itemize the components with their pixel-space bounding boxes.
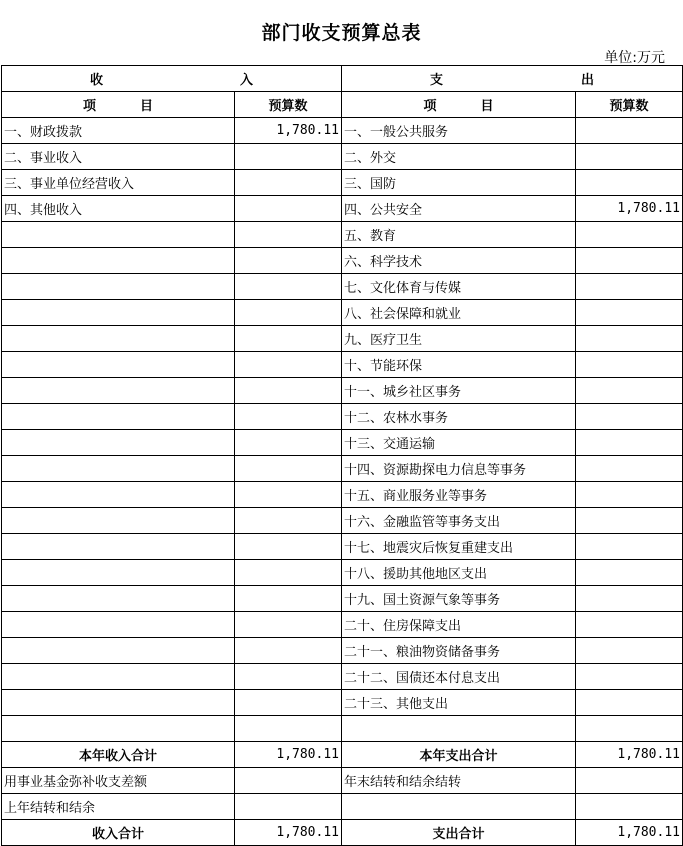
- expense-item-cell: 二十三、其他支出: [342, 690, 576, 716]
- expense-item-header: [342, 92, 576, 118]
- expense-amount-cell: [576, 612, 683, 638]
- income-budget-header: 预算数: [235, 92, 342, 118]
- table-row: [2, 274, 683, 300]
- expense-item-header-char-2: 目: [480, 99, 494, 114]
- table-row: [2, 300, 683, 326]
- table-row: [2, 768, 683, 794]
- expense-item-cell: 十、节能环保: [342, 352, 576, 378]
- expense-amount-cell: [576, 508, 683, 534]
- expense-amount-cell: [576, 248, 683, 274]
- expense-amount-cell: [576, 482, 683, 508]
- table-row: [2, 430, 683, 456]
- income-amount-cell: [235, 170, 342, 196]
- income-item-cell: [2, 352, 235, 378]
- expense-header-char-1: 支: [430, 73, 444, 88]
- income-amount-cell: [235, 508, 342, 534]
- page-title: 部门收支预算总表: [261, 22, 422, 44]
- table-row: [2, 248, 683, 274]
- expense-amount-cell: [576, 352, 683, 378]
- income-amount-cell: [235, 248, 342, 274]
- unit-label: 单位:万元: [604, 50, 665, 66]
- expense-amount-cell: [576, 430, 683, 456]
- income-amount-cell: [235, 690, 342, 716]
- income-item-cell: [2, 248, 235, 274]
- income-item-cell: [2, 222, 235, 248]
- income-amount-cell: [235, 768, 342, 794]
- income-amount-cell: [235, 638, 342, 664]
- income-section-header: [2, 66, 342, 92]
- expense-item-cell: 三、国防: [342, 170, 576, 196]
- expense-item-cell: 九、医疗卫生: [342, 326, 576, 352]
- table-row: [2, 560, 683, 586]
- income-amount-cell: [235, 352, 342, 378]
- expense-item-cell: 七、文化体育与传媒: [342, 274, 576, 300]
- income-item-cell: [2, 404, 235, 430]
- expense-amount-cell: [576, 326, 683, 352]
- table-row: [2, 144, 683, 170]
- income-amount-cell: [235, 378, 342, 404]
- expense-item-cell: 十三、交通运输: [342, 430, 576, 456]
- income-item-cell: [2, 716, 235, 742]
- income-item-cell: 用事业基金弥补收支差额: [2, 768, 235, 794]
- expense-amount-cell: [576, 222, 683, 248]
- expense-item-cell: 十二、农林水事务: [342, 404, 576, 430]
- expense-item-cell: 二、外交: [342, 144, 576, 170]
- table-row: [2, 534, 683, 560]
- income-item-cell: [2, 638, 235, 664]
- expense-header-char-2: 出: [580, 73, 594, 88]
- expense-grand-total-label: 支出合计: [342, 820, 576, 846]
- income-amount-cell: [235, 716, 342, 742]
- expense-budget-header: 预算数: [576, 92, 683, 118]
- income-amount-cell: [235, 664, 342, 690]
- grand-total-row: [2, 820, 683, 846]
- expense-amount-cell: [576, 378, 683, 404]
- income-item-cell: [2, 456, 235, 482]
- expense-item-cell: 八、社会保障和就业: [342, 300, 576, 326]
- expense-section-header: [342, 66, 683, 92]
- expense-year-total-label: 本年支出合计: [342, 742, 576, 768]
- income-amount-cell: [235, 456, 342, 482]
- table-row: [2, 690, 683, 716]
- expense-amount-cell: [576, 716, 683, 742]
- expense-item-cell: 十八、援助其他地区支出: [342, 560, 576, 586]
- income-amount-cell: [235, 534, 342, 560]
- budget-table: [1, 65, 683, 846]
- income-item-cell: 二、事业收入: [2, 144, 235, 170]
- income-amount-cell: [235, 196, 342, 222]
- table-row: [2, 118, 683, 144]
- expense-amount-cell: [576, 456, 683, 482]
- section-header-row: [2, 66, 683, 92]
- income-year-total-amount: 1,780.11: [235, 742, 342, 768]
- expense-item-cell: 四、公共安全: [342, 196, 576, 222]
- expense-item-cell: [342, 716, 576, 742]
- expense-amount-cell: [576, 560, 683, 586]
- table-row: [2, 170, 683, 196]
- expense-amount-cell: [576, 768, 683, 794]
- table-body: [2, 66, 683, 846]
- expense-amount-cell: [576, 118, 683, 144]
- income-header-char-1: 收: [90, 73, 104, 88]
- expense-item-cell: 十四、资源勘探电力信息等事务: [342, 456, 576, 482]
- expense-item-cell: 六、科学技术: [342, 248, 576, 274]
- expense-amount-cell: [576, 534, 683, 560]
- income-amount-cell: [235, 794, 342, 820]
- expense-item-cell: 十五、商业服务业等事务: [342, 482, 576, 508]
- expense-item-cell: 二十、住房保障支出: [342, 612, 576, 638]
- income-amount-cell: [235, 300, 342, 326]
- table-row: [2, 664, 683, 690]
- column-header-row: [2, 92, 683, 118]
- expense-amount-cell: [576, 664, 683, 690]
- income-amount-cell: [235, 404, 342, 430]
- table-row: [2, 404, 683, 430]
- income-amount-cell: [235, 612, 342, 638]
- expense-item-cell: 二十一、粮油物资储备事务: [342, 638, 576, 664]
- expense-item-cell: 十七、地震灾后恢复重建支出: [342, 534, 576, 560]
- table-row: [2, 794, 683, 820]
- expense-item-cell: 二十二、国债还本付息支出: [342, 664, 576, 690]
- expense-amount-cell: 1,780.11: [576, 196, 683, 222]
- income-amount-cell: [235, 326, 342, 352]
- expense-item-header-char-1: 项: [423, 99, 437, 114]
- expense-amount-cell: [576, 586, 683, 612]
- table-row: [2, 196, 683, 222]
- income-grand-total-amount: 1,780.11: [235, 820, 342, 846]
- expense-item-cell: 一、一般公共服务: [342, 118, 576, 144]
- income-amount-cell: [235, 144, 342, 170]
- income-item-cell: [2, 534, 235, 560]
- income-item-header: [2, 92, 235, 118]
- income-item-header-char-1: 项: [82, 99, 96, 114]
- income-amount-cell: [235, 274, 342, 300]
- expense-amount-cell: [576, 638, 683, 664]
- expense-item-cell: 十九、国土资源气象等事务: [342, 586, 576, 612]
- income-item-cell: [2, 586, 235, 612]
- table-row: [2, 482, 683, 508]
- table-row: [2, 716, 683, 742]
- table-row: [2, 326, 683, 352]
- income-item-cell: [2, 664, 235, 690]
- expense-amount-cell: [576, 170, 683, 196]
- income-item-header-char-2: 目: [140, 99, 154, 114]
- income-amount-cell: [235, 430, 342, 456]
- income-item-cell: [2, 560, 235, 586]
- income-item-cell: [2, 508, 235, 534]
- income-grand-total-label: 收入合计: [2, 820, 235, 846]
- expense-amount-cell: [576, 690, 683, 716]
- expense-amount-cell: [576, 274, 683, 300]
- income-amount-cell: 1,780.11: [235, 118, 342, 144]
- expense-item-cell: 十一、城乡社区事务: [342, 378, 576, 404]
- expense-year-total-amount: 1,780.11: [576, 742, 683, 768]
- expense-item-cell: 年末结转和结余结转: [342, 768, 576, 794]
- table-row: [2, 586, 683, 612]
- income-item-cell: 三、事业单位经营收入: [2, 170, 235, 196]
- table-row: [2, 508, 683, 534]
- income-item-cell: 四、其他收入: [2, 196, 235, 222]
- expense-item-cell: [342, 794, 576, 820]
- expense-item-cell: 十六、金融监管等事务支出: [342, 508, 576, 534]
- income-item-cell: [2, 430, 235, 456]
- income-amount-cell: [235, 560, 342, 586]
- income-amount-cell: [235, 482, 342, 508]
- table-row: [2, 222, 683, 248]
- income-year-total-label: 本年收入合计: [2, 742, 235, 768]
- income-item-cell: [2, 612, 235, 638]
- income-item-cell: [2, 482, 235, 508]
- table-row: [2, 352, 683, 378]
- table-row: [2, 612, 683, 638]
- income-item-cell: 上年结转和结余: [2, 794, 235, 820]
- table-row: [2, 378, 683, 404]
- expense-amount-cell: [576, 144, 683, 170]
- expense-amount-cell: [576, 404, 683, 430]
- table-row: [2, 456, 683, 482]
- income-item-cell: [2, 690, 235, 716]
- income-amount-cell: [235, 586, 342, 612]
- expense-grand-total-amount: 1,780.11: [576, 820, 683, 846]
- expense-item-cell: 五、教育: [342, 222, 576, 248]
- income-item-cell: [2, 300, 235, 326]
- table-row: [2, 638, 683, 664]
- income-item-cell: [2, 378, 235, 404]
- income-item-cell: [2, 274, 235, 300]
- income-amount-cell: [235, 222, 342, 248]
- expense-amount-cell: [576, 300, 683, 326]
- expense-amount-cell: [576, 794, 683, 820]
- income-item-cell: [2, 326, 235, 352]
- income-item-cell: 一、财政拨款: [2, 118, 235, 144]
- year-total-row: [2, 742, 683, 768]
- income-header-char-2: 入: [239, 73, 253, 88]
